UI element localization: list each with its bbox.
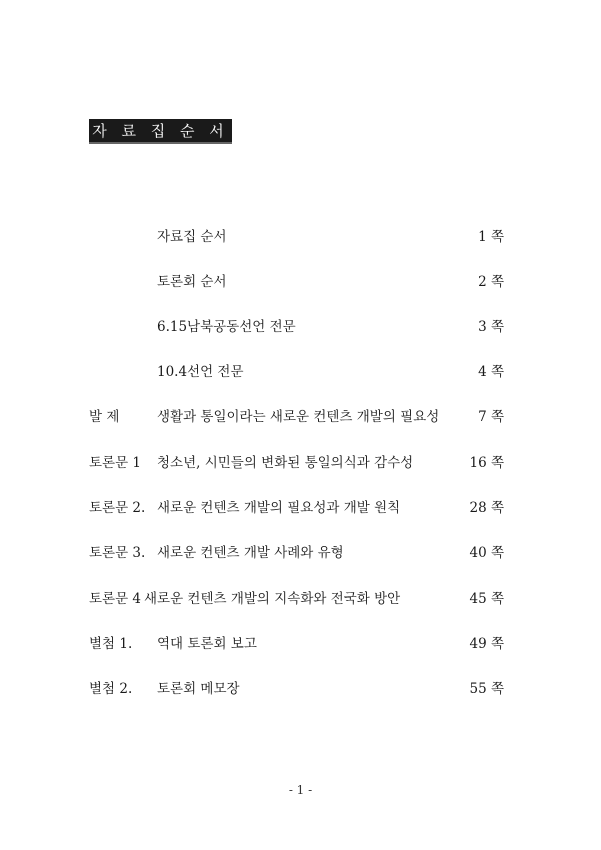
toc-entry-page: 28 쪽 — [469, 500, 504, 516]
toc-entry-title: 토론회 순서 — [157, 274, 227, 290]
toc-entry-prefix: 별첨 2. — [89, 681, 133, 697]
toc-entry-page: 2 쪽 — [478, 274, 504, 290]
toc-entry-prefix: 토론문 2. — [89, 500, 146, 516]
toc-entry — [0, 317, 601, 337]
toc-entry — [0, 589, 601, 609]
toc-entry-title: 10.4선언 전문 — [157, 364, 244, 380]
document-title: 자 료 집 순 서 — [89, 119, 232, 144]
toc-entry — [0, 543, 601, 563]
toc-entry-title: 새로운 컨텐츠 개발 사례와 유형 — [157, 545, 344, 561]
toc-entry-prefix: 토론문 1 — [89, 455, 142, 471]
toc-entry-prefix: 별첨 1. — [89, 636, 133, 652]
toc-entry-page: 49 쪽 — [469, 636, 504, 652]
toc-entry-title: 새로운 컨텐츠 개발의 필요성과 개발 원칙 — [157, 500, 401, 516]
page-number: - 1 - — [288, 783, 313, 797]
toc-entry-title: 역대 토론회 보고 — [157, 636, 257, 652]
toc-entry-title: 자료집 순서 — [157, 229, 227, 245]
toc-entry — [0, 453, 601, 473]
toc-entry — [0, 407, 601, 427]
toc-entry-page: 3 쪽 — [478, 319, 504, 335]
toc-entry-page: 4 쪽 — [478, 364, 504, 380]
toc-entry — [0, 227, 601, 247]
toc-entry-title: 청소년, 시민들의 변화된 통일의식과 감수성 — [157, 455, 414, 471]
toc-entry-prefix: 토론문 4 — [89, 591, 142, 607]
toc-entry-page: 1 쪽 — [478, 229, 504, 245]
toc-entry-title: 6.15남북공동선언 전문 — [157, 319, 296, 335]
toc-entry-page: 16 쪽 — [469, 455, 504, 471]
toc-entry-title: 토론회 메모장 — [157, 681, 240, 697]
toc-entry-page: 40 쪽 — [469, 545, 504, 561]
toc-entry — [0, 272, 601, 292]
toc-entry-page: 7 쪽 — [478, 409, 504, 425]
toc-entry-prefix: 발 제 — [89, 409, 120, 425]
toc-entry — [0, 498, 601, 518]
toc-entry-title: 새로운 컨텐츠 개발의 지속화와 전국화 방안 — [144, 591, 401, 607]
toc-entry — [0, 634, 601, 654]
toc-entry-title: 생활과 통일이라는 새로운 컨텐츠 개발의 필요성 — [157, 409, 440, 425]
toc-entry — [0, 362, 601, 382]
toc-entry-prefix: 토론문 3. — [89, 545, 146, 561]
toc-entry-page: 55 쪽 — [469, 681, 504, 697]
toc-entry-page: 45 쪽 — [469, 591, 504, 607]
toc-entry — [0, 679, 601, 699]
